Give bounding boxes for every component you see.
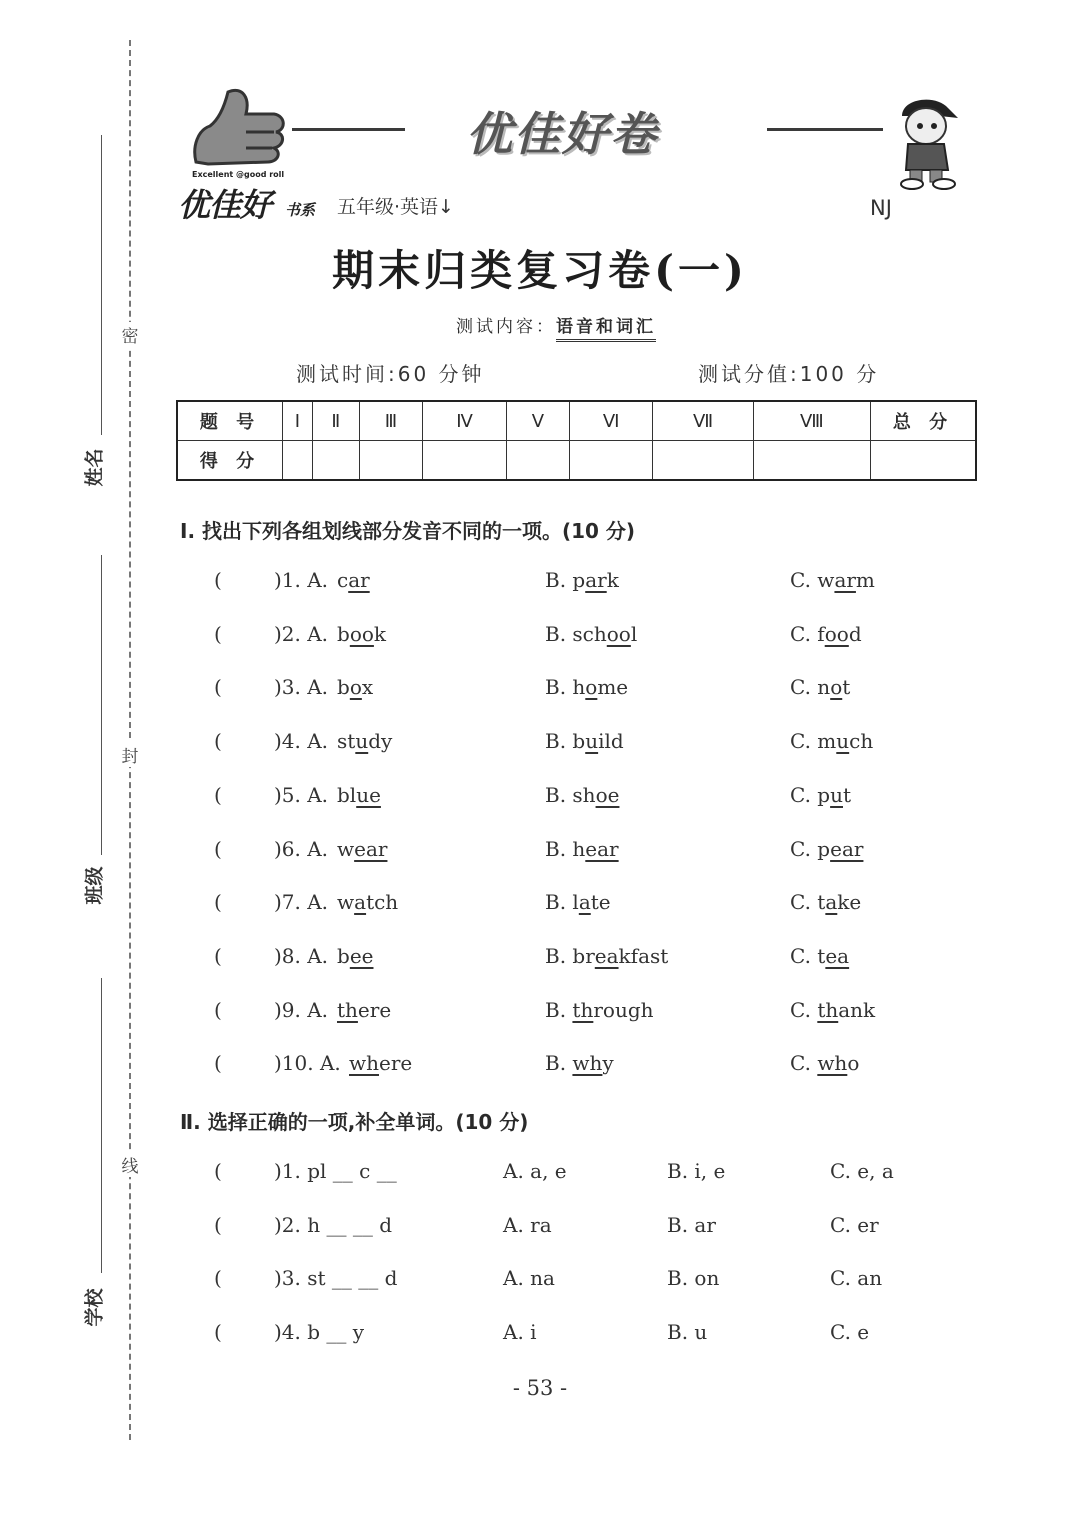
page-title: 期末归类复习卷(一) xyxy=(332,246,748,295)
answer-paren[interactable]: ( xyxy=(214,1051,222,1076)
answer-paren[interactable]: ( xyxy=(214,621,222,646)
option-a: wear xyxy=(337,836,388,861)
grade-label: 五年级·英语↓ xyxy=(337,196,454,218)
answer-paren[interactable]: ( xyxy=(214,1266,222,1291)
question-row xyxy=(0,1213,1080,1243)
underlined-sound: oo xyxy=(349,621,374,646)
test-time: 测试时间:60 分钟 xyxy=(296,362,485,386)
score-table xyxy=(176,400,977,481)
underlined-sound: th xyxy=(572,997,594,1022)
score-row-label: 得 分 xyxy=(177,441,283,481)
brand-name: 优佳好 xyxy=(178,186,272,224)
answer-paren[interactable]: ( xyxy=(214,1159,222,1183)
test-content-line xyxy=(456,312,656,337)
cut-word-seal: 密 xyxy=(121,322,139,347)
option-b: B. i, e xyxy=(667,1159,726,1183)
option-a: A. na xyxy=(503,1266,555,1291)
question-row xyxy=(0,944,1080,974)
answer-paren[interactable]: ( xyxy=(214,943,222,968)
underlined-sound: u xyxy=(830,782,843,807)
option-b: B. late xyxy=(545,890,611,915)
question-row xyxy=(0,1320,1080,1350)
score-cell[interactable] xyxy=(570,441,653,481)
score-cell[interactable] xyxy=(506,441,569,481)
option-b: B. build xyxy=(545,729,624,754)
option-b: B. park xyxy=(545,568,619,592)
underlined-sound: ear xyxy=(354,836,388,861)
underlined-sound: oo xyxy=(824,621,849,646)
header-rule-right xyxy=(767,128,883,131)
score-cell[interactable] xyxy=(359,441,423,481)
underlined-sound: ue xyxy=(356,782,381,807)
page-number: - 53 - xyxy=(512,1376,568,1400)
option-a: bee xyxy=(337,943,374,968)
question-stem: )1. pl __ c __ xyxy=(274,1159,397,1183)
answer-paren[interactable]: ( xyxy=(214,782,222,807)
question-row xyxy=(0,1159,1080,1189)
option-c: C. warm xyxy=(790,568,875,592)
underlined-sound: o xyxy=(585,675,598,700)
question-number: )2. A. xyxy=(274,621,329,646)
question-row xyxy=(0,783,1080,813)
score-cell[interactable] xyxy=(312,441,359,481)
score-header-cell: Ⅰ xyxy=(283,401,313,441)
underlined-sound: ar xyxy=(348,568,370,592)
option-b: B. shoe xyxy=(545,782,620,807)
answer-paren[interactable]: ( xyxy=(214,1212,222,1237)
score-table-header-row xyxy=(177,401,976,441)
question-number: )8. A. xyxy=(274,943,329,968)
option-b: B. ar xyxy=(667,1212,716,1237)
answer-paren[interactable]: ( xyxy=(214,568,222,592)
header-rule-left xyxy=(292,128,405,131)
underlined-sound: u xyxy=(355,729,369,754)
brand-suffix: 书系 xyxy=(285,201,316,219)
edition-label: NJ xyxy=(870,196,892,220)
option-c: C. an xyxy=(830,1266,883,1291)
name-label: 姓名 xyxy=(83,448,106,487)
option-a: watch xyxy=(337,890,399,915)
underlined-sound: wh xyxy=(817,1051,848,1076)
question-number: )5. A. xyxy=(274,782,329,807)
option-b: B. school xyxy=(545,621,638,646)
question-row xyxy=(0,1266,1080,1296)
score-header-cell: 题 号 xyxy=(177,401,283,441)
underlined-sound: a xyxy=(578,890,591,915)
question-stem: )4. b __ y xyxy=(274,1320,365,1345)
question-number: )4. A. xyxy=(274,729,329,754)
answer-paren[interactable]: ( xyxy=(214,836,222,861)
answer-paren[interactable]: ( xyxy=(214,890,222,915)
test-content-label: 测试内容： xyxy=(456,317,556,337)
option-a: where xyxy=(349,1051,413,1076)
option-b: B. u xyxy=(667,1320,708,1345)
question-stem: )3. st __ __ d xyxy=(274,1266,398,1291)
question-number: )7. A. xyxy=(274,890,329,915)
underlined-sound: a xyxy=(825,890,838,915)
option-a: book xyxy=(337,621,387,646)
option-a: box xyxy=(337,675,374,700)
score-header-cell: Ⅷ xyxy=(753,401,870,441)
option-c: C. e, a xyxy=(830,1159,894,1183)
underlined-sound: ear xyxy=(830,836,864,861)
underlined-sound: o xyxy=(830,675,843,700)
score-cell[interactable] xyxy=(753,441,870,481)
option-b: B. why xyxy=(545,1051,614,1076)
score-header-cell: Ⅲ xyxy=(359,401,423,441)
answer-paren[interactable]: ( xyxy=(214,675,222,700)
option-c: C. put xyxy=(790,782,852,807)
option-a: blue xyxy=(337,782,381,807)
option-b: B. through xyxy=(545,997,654,1022)
underlined-sound: u xyxy=(585,729,599,754)
answer-paren[interactable]: ( xyxy=(214,997,222,1022)
option-b: B. breakfast xyxy=(545,943,669,968)
school-label: 学校 xyxy=(83,1288,106,1327)
option-c: C. not xyxy=(790,675,851,700)
option-c: C. e xyxy=(830,1320,870,1345)
option-c: C. take xyxy=(790,890,862,915)
underlined-sound: u xyxy=(836,729,850,754)
question-row xyxy=(0,675,1080,705)
score-table-score-row xyxy=(177,441,976,481)
class-label: 班级 xyxy=(83,866,106,905)
underlined-sound: ar xyxy=(834,568,856,592)
underlined-sound: wh xyxy=(349,1051,379,1076)
underlined-sound: th xyxy=(337,997,358,1022)
test-score: 测试分值:100 分 xyxy=(698,362,880,386)
section-1-title: Ⅰ. 找出下列各组划线部分发音不同的一项。(10 分) xyxy=(180,519,636,543)
option-a: there xyxy=(337,997,392,1022)
score-cell[interactable] xyxy=(283,441,313,481)
thumbs-up-logo-icon xyxy=(188,86,288,172)
underlined-sound: ear xyxy=(585,836,619,861)
underlined-sound: oo xyxy=(606,621,631,646)
option-a: car xyxy=(337,568,370,592)
option-a: A. a, e xyxy=(503,1159,567,1183)
question-row xyxy=(0,998,1080,1028)
underlined-sound: a xyxy=(354,890,367,915)
underlined-sound: o xyxy=(349,675,362,700)
option-c: C. who xyxy=(790,1051,860,1076)
answer-paren[interactable]: ( xyxy=(214,729,222,754)
option-a: study xyxy=(337,729,393,754)
question-row xyxy=(0,729,1080,759)
option-c: C. pear xyxy=(790,836,864,861)
score-header-cell: 总 分 xyxy=(871,401,977,441)
cartoon-boy-icon xyxy=(892,92,964,190)
brand-slogan: Excellent @good roll xyxy=(192,170,285,179)
question-number: )9. A. xyxy=(274,997,329,1022)
option-a: A. i xyxy=(503,1320,537,1345)
question-row xyxy=(0,1051,1080,1081)
option-c: C. thank xyxy=(790,997,876,1022)
score-header-cell: Ⅶ xyxy=(653,401,753,441)
section-2-title: Ⅱ. 选择正确的一项,补全单词。(10 分) xyxy=(180,1110,529,1134)
question-row xyxy=(0,568,1080,598)
answer-paren[interactable]: ( xyxy=(214,1320,222,1345)
option-b: B. hear xyxy=(545,836,619,861)
question-row xyxy=(0,622,1080,652)
question-row xyxy=(0,837,1080,867)
series-title: 优佳好卷 xyxy=(466,107,658,161)
cut-word-envelope: 封 xyxy=(121,742,139,767)
underlined-sound: ee xyxy=(349,943,374,968)
question-number: )1. A. xyxy=(274,568,329,592)
score-header-cell: Ⅳ xyxy=(423,401,507,441)
score-header-cell: Ⅱ xyxy=(312,401,359,441)
underlined-sound: th xyxy=(817,997,839,1022)
score-header-cell: Ⅴ xyxy=(506,401,569,441)
underlined-sound: wh xyxy=(572,1051,603,1076)
question-number: )10. A. xyxy=(274,1051,341,1076)
score-cell[interactable] xyxy=(871,441,977,481)
score-cell[interactable] xyxy=(423,441,507,481)
question-row xyxy=(0,890,1080,920)
underlined-sound: ar xyxy=(585,568,607,592)
question-stem: )2. h __ __ d xyxy=(274,1212,392,1237)
score-cell[interactable] xyxy=(653,441,753,481)
option-c: C. er xyxy=(830,1212,879,1237)
option-a: A. ra xyxy=(503,1212,552,1237)
test-content-value: 语音和词汇 xyxy=(556,317,656,342)
underlined-sound: ea xyxy=(825,943,850,968)
question-number: )3. A. xyxy=(274,675,329,700)
underlined-sound: oe xyxy=(595,782,620,807)
question-number: )6. A. xyxy=(274,836,329,861)
option-b: B. on xyxy=(667,1266,720,1291)
underlined-sound: ea xyxy=(594,943,619,968)
option-c: C. much xyxy=(790,729,874,754)
cut-word-line: 线 xyxy=(121,1152,139,1177)
option-c: C. tea xyxy=(790,943,850,968)
score-header-cell: Ⅵ xyxy=(570,401,653,441)
option-b: B. home xyxy=(545,675,629,700)
option-c: C. food xyxy=(790,621,862,646)
